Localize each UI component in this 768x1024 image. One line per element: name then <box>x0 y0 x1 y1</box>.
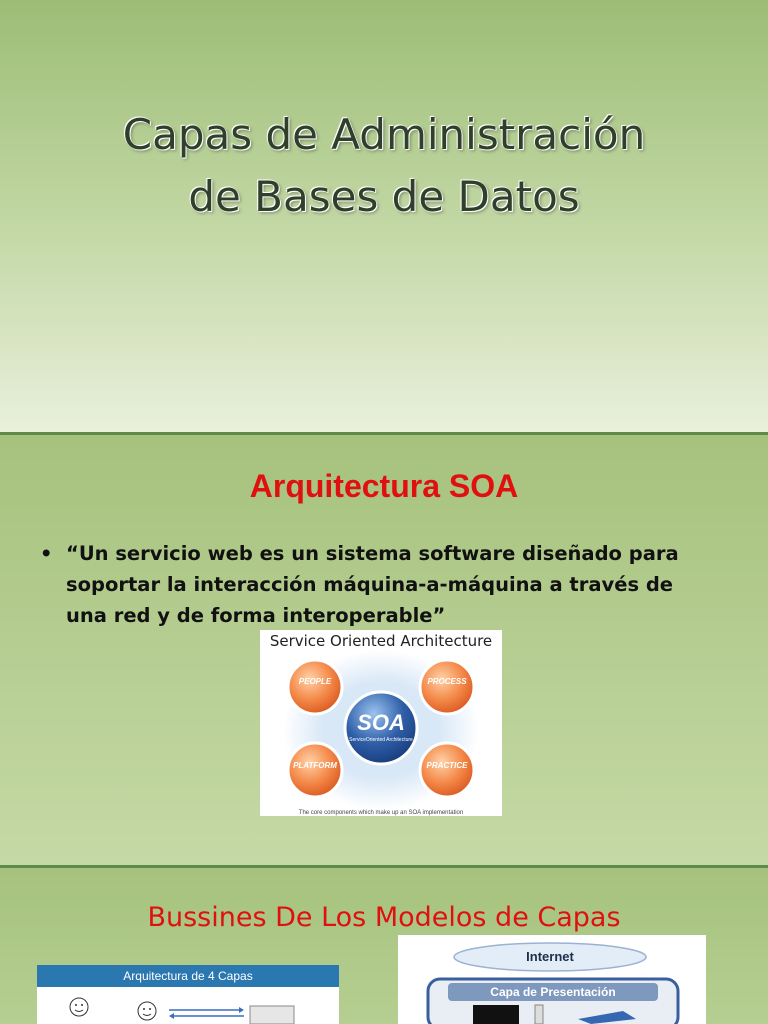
presentation-title <box>0 104 768 228</box>
slide-heading-business: Bussines De Los Modelos de Capas <box>147 902 621 933</box>
platform-node <box>288 743 342 797</box>
soa-image-caption: The core components which make up an SOA implementation <box>298 810 464 816</box>
title-line-1: Capas de Administración <box>122 110 646 159</box>
bullet-item <box>40 538 720 631</box>
process-label: PROCESS <box>427 677 467 686</box>
slide-heading: Arquitectura SOA <box>249 468 519 504</box>
soa-center-sublabel: ServiceOriented Architecture <box>349 737 413 743</box>
soa-image-header: Service Oriented Architecture <box>269 632 493 650</box>
phone-icon <box>535 1005 543 1024</box>
presentation-layer-label: Capa de Presentación <box>490 985 616 999</box>
people-label: PEOPLE <box>298 677 332 686</box>
four-layer-graphic <box>37 965 339 1024</box>
practice-label: PRACTICE <box>426 761 468 770</box>
process-node <box>420 660 474 714</box>
soa-diagram-image <box>260 630 502 816</box>
monitor-icon <box>473 1005 519 1024</box>
four-layer-architecture-image <box>37 965 339 1024</box>
presentation-layer-image <box>398 935 706 1024</box>
soa-center-label: SOA <box>357 710 405 735</box>
presentation-layer-graphic <box>398 935 706 1024</box>
client-smiley-icon <box>138 1002 156 1020</box>
title-line-2: de Bases de Datos <box>188 172 580 221</box>
bullet-text: “Un servicio web es un sistema software diseñado para soportar la interacción máquina-a-máquina a través de una red y de forma interoperable” <box>66 542 679 627</box>
soa-diagram-graphic <box>260 630 502 816</box>
bullet-marker: • <box>40 542 53 565</box>
practice-node <box>420 743 474 797</box>
four-layer-header: Arquitectura de 4 Capas <box>37 965 339 987</box>
server-box <box>250 1006 294 1024</box>
internet-label: Internet <box>526 949 574 964</box>
user-smiley-icon <box>70 998 88 1016</box>
people-node <box>288 660 342 714</box>
platform-label: PLATFORM <box>293 761 337 770</box>
